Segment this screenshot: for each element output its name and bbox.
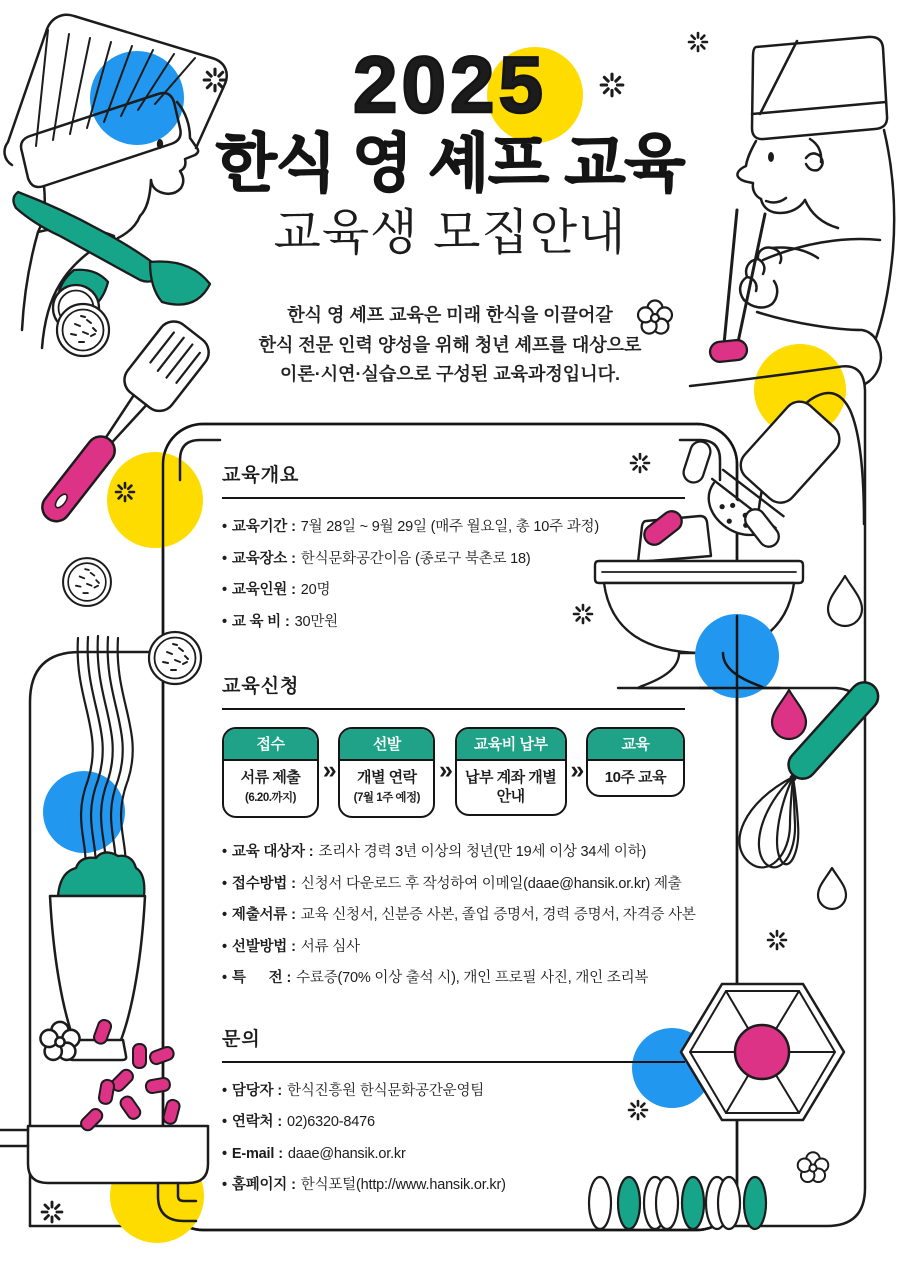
- heading-rule: [222, 708, 685, 710]
- intro-line: 한식 전문 인력 양성을 위해 청년 셰프를 대상으로: [258, 334, 642, 355]
- chevron-right-icon: »: [570, 756, 583, 784]
- step-body: 개별 연락: [356, 769, 417, 786]
- title-year: 2025: [353, 40, 547, 129]
- sparkle-icon: [768, 931, 786, 949]
- list-item: • 연락처 : 02)6320-8476: [222, 1114, 375, 1130]
- pink-drop-icon: [772, 690, 806, 739]
- step-body: 서류 제출: [240, 769, 301, 786]
- chevron-right-icon: »: [322, 756, 335, 784]
- section-application: [222, 671, 696, 995]
- list-item: • 홈페이지 : 한식포털(http://www.hansik.or.kr): [222, 1177, 506, 1193]
- bullet-dot: •: [222, 1177, 227, 1193]
- step-box-payment: [455, 727, 567, 816]
- info-card: [163, 424, 737, 1230]
- sparkle-icon: [42, 1202, 62, 1222]
- list-item: • 특 전 : 수료증(70% 이상 출석 시), 개인 프로필 사진, 개인 조리복: [222, 970, 649, 986]
- bullet-dot: •: [222, 970, 227, 986]
- sesame-cookie-icon: [63, 558, 111, 606]
- whisk-illustration: [739, 677, 883, 868]
- list-item: • 담당자 : 한식진흥원 한식문화공간운영팀: [222, 1082, 485, 1099]
- step-box-selection: [338, 727, 435, 818]
- bullet-dot: •: [222, 1114, 227, 1130]
- list-item: • 교육인원 : 20명: [222, 582, 331, 598]
- step-title: 선발: [340, 729, 433, 761]
- title-subtitle: 교육생 모집안내: [273, 206, 627, 260]
- application-heading: 교육신청: [222, 676, 300, 697]
- bullet-dot: •: [222, 938, 227, 955]
- heading-rule: [222, 497, 685, 499]
- list-item: • 교 육 비 : 30만원: [222, 613, 338, 630]
- step-box-apply: [222, 727, 319, 818]
- list-item: • 교육 대상자 : 조리사 경력 3년 이상의 청년(만 19세 이상 34세 이하): [222, 844, 647, 860]
- bullet-dot: •: [222, 907, 227, 923]
- step-note: (7월 1주 예정): [353, 792, 420, 804]
- step-title: 접수: [224, 729, 317, 761]
- bullet-dot: •: [222, 613, 227, 630]
- contact-heading: 문의: [222, 1028, 261, 1050]
- step-body: 10주 교육: [604, 769, 667, 786]
- step-box-education: [586, 727, 685, 797]
- title-main: 한식 영 셰프 교육: [215, 129, 685, 199]
- list-item: • 교육기간 : 7월 28일 ~ 9월 29일 (매주 월요일, 총 10주 과정): [222, 519, 599, 535]
- poster-title: [0, 40, 900, 262]
- list-item: • E-mail : daae@hansik.or.kr: [222, 1145, 406, 1162]
- water-drop-icon: [818, 868, 846, 909]
- step-title: 교육비 납부: [457, 729, 565, 761]
- bullet-dot: •: [222, 550, 227, 567]
- section-overview: [222, 460, 685, 638]
- overview-heading: 교육개요: [222, 465, 300, 486]
- section-contact: [222, 1024, 685, 1202]
- bullet-dot: •: [222, 519, 227, 535]
- bullet-dot: •: [222, 1145, 227, 1162]
- intro-line: 이론·시연·실습으로 구성된 교육과정입니다.: [280, 364, 620, 384]
- flower-icon: [798, 1152, 829, 1182]
- heading-rule: [222, 1061, 685, 1063]
- bullet-dot: •: [222, 1082, 227, 1099]
- intro-paragraph: [0, 301, 900, 390]
- list-item: • 선발방법 : 서류 심사: [222, 938, 360, 955]
- application-steps-flow: [222, 727, 685, 818]
- step-body: 납부 계좌 개별 안내: [464, 769, 557, 805]
- bullet-dot: •: [222, 875, 227, 892]
- bullet-dot: •: [222, 582, 227, 598]
- list-item: • 접수방법 : 신청서 다운로드 후 작성하여 이메일(daae@hansik.or.kr) 제출: [222, 875, 682, 892]
- list-item: • 교육장소 : 한식문화공간이음 (종로구 북촌로 18): [222, 550, 531, 567]
- bullet-dot: •: [222, 844, 227, 860]
- intro-line: 한식 영 셰프 교육은 미래 한식을 이끌어갈: [287, 305, 613, 325]
- list-item: • 제출서류 : 교육 신청서, 신분증 사본, 졸업 증명서, 경력 증명서, 자격증 사본: [222, 907, 696, 923]
- step-note: (6.20.까지): [245, 792, 296, 804]
- chevron-right-icon: »: [439, 756, 451, 784]
- water-drop-icon: [828, 576, 862, 626]
- step-title: 교육: [588, 729, 683, 761]
